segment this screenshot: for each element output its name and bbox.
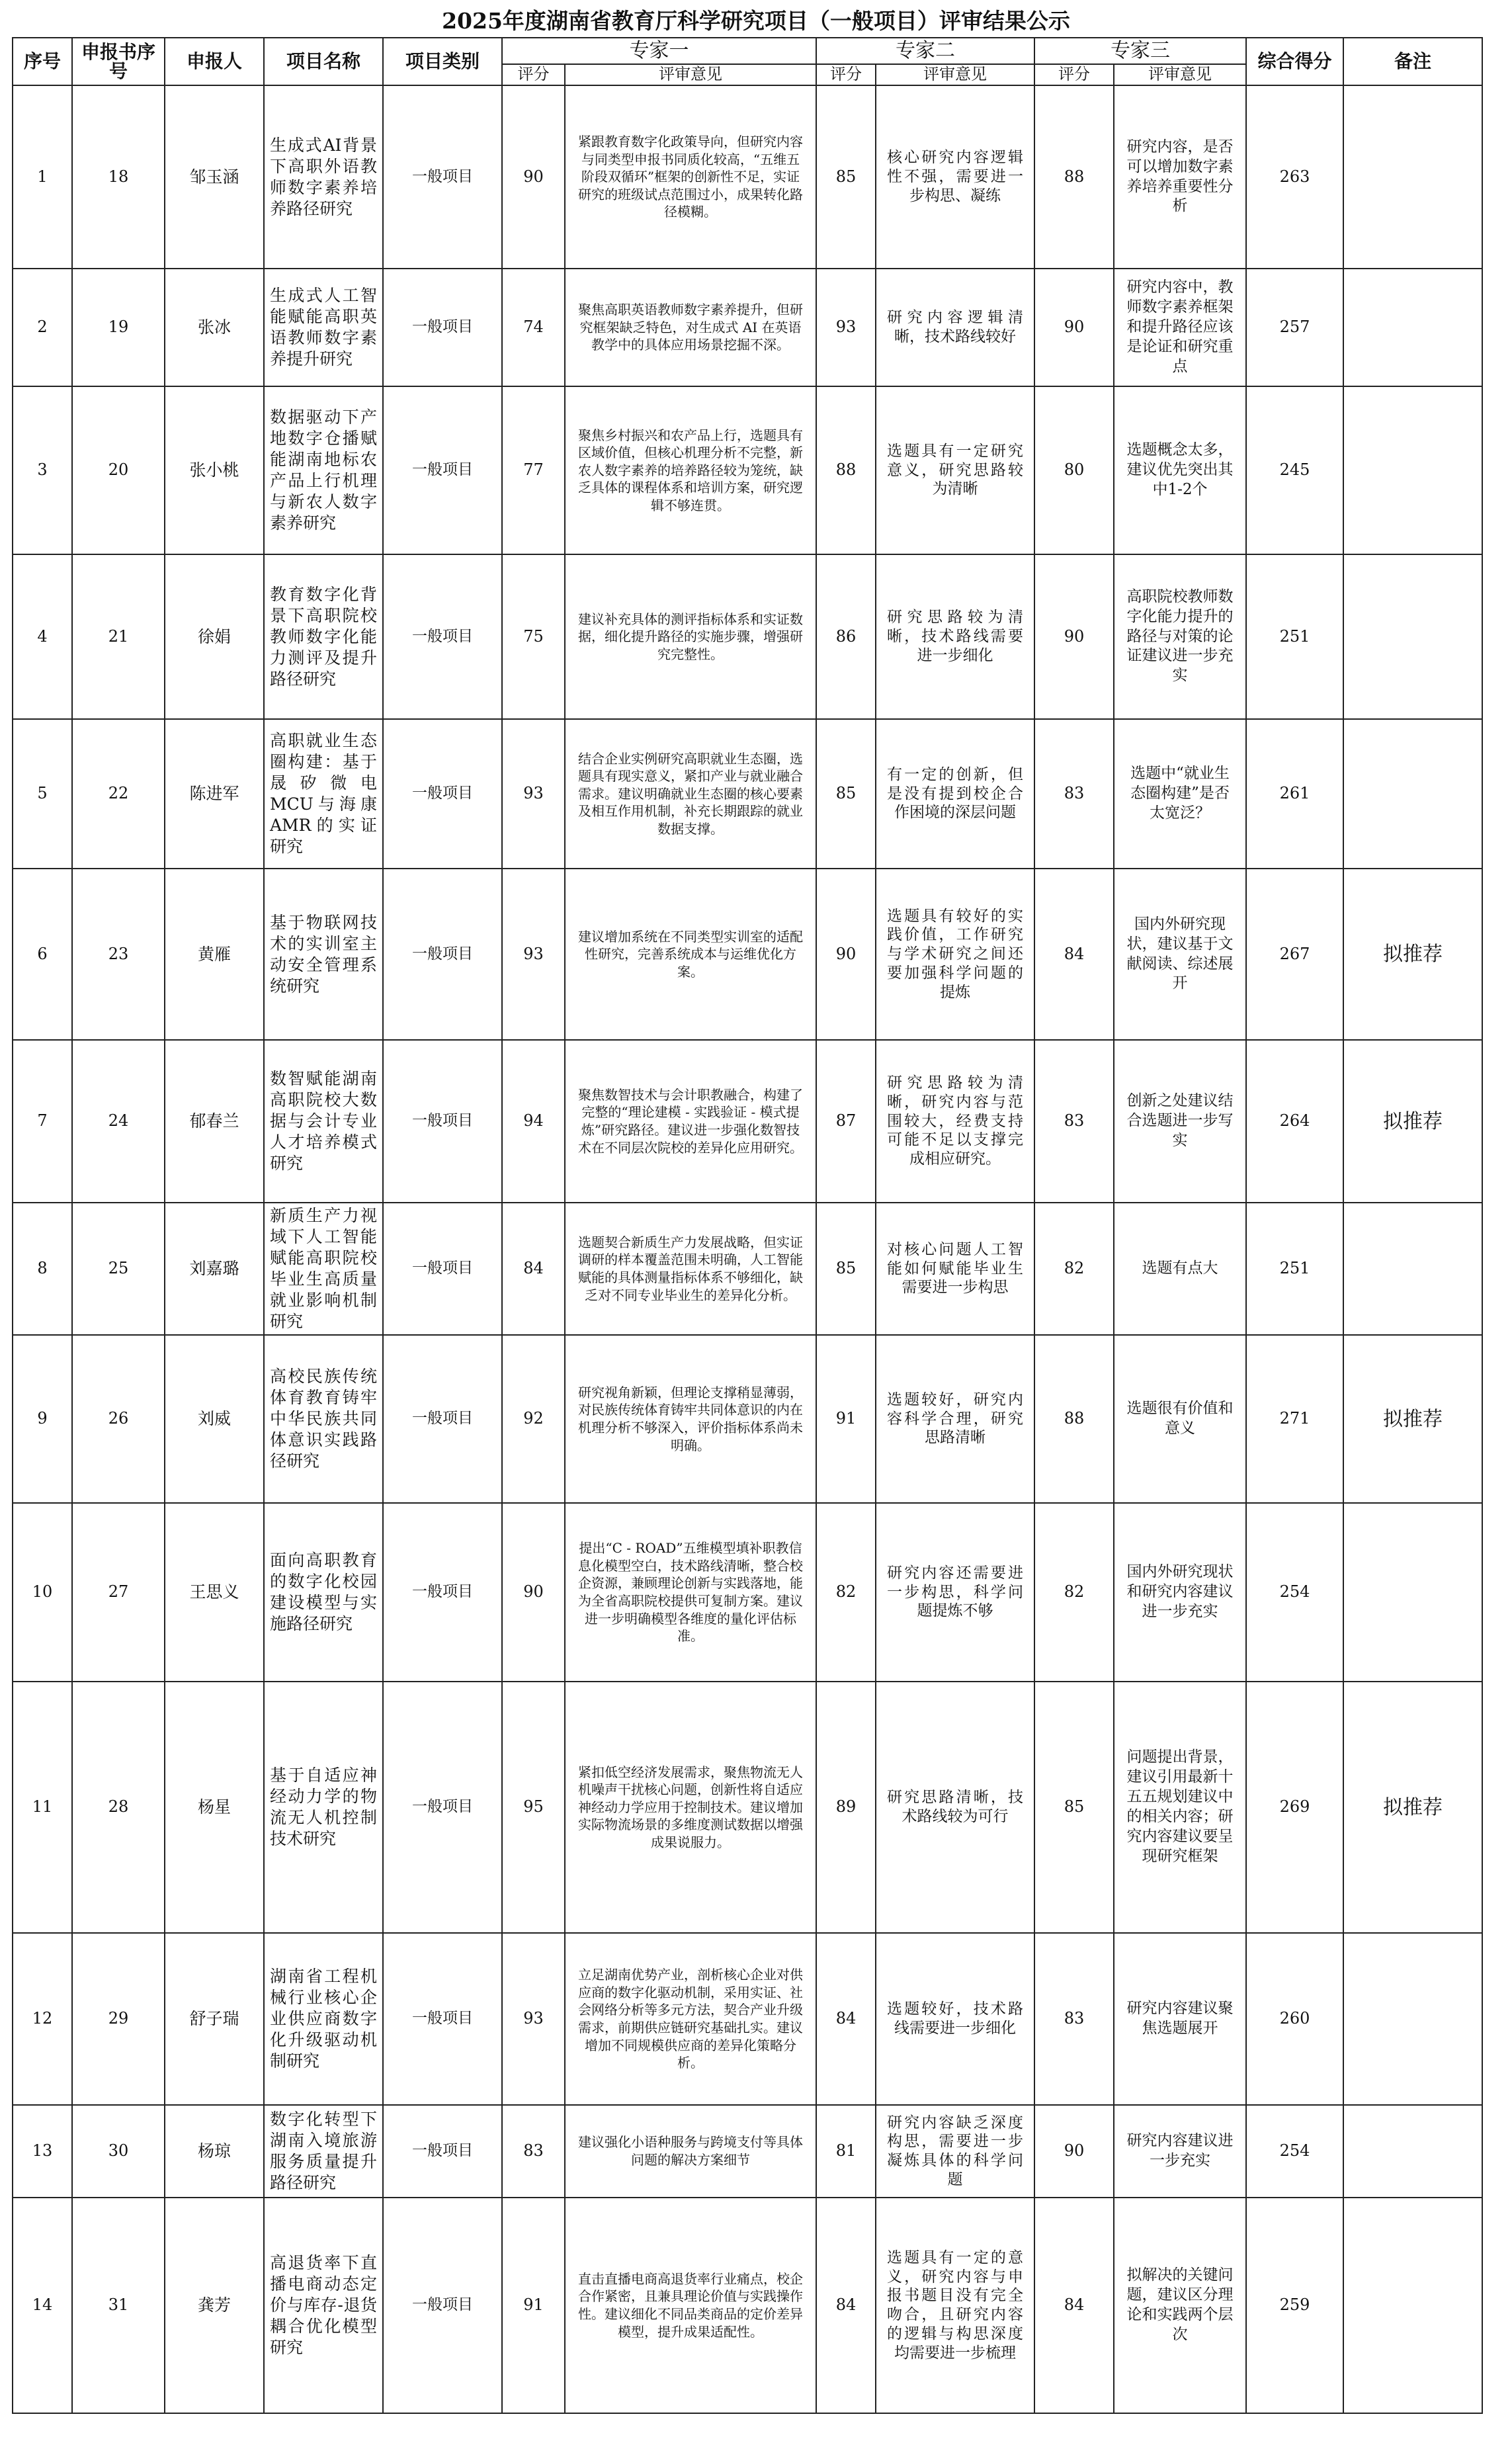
category-cell: 一般项目	[383, 1933, 502, 2105]
document-title: 2025年度湖南省教育厅科学研究项目（一般项目）评审结果公示	[442, 8, 1070, 34]
expert-2-opinion-cell: 研究思路较为清晰，技术路线需要进一步细化	[876, 554, 1034, 719]
expert-2-score-cell: 93	[816, 269, 876, 386]
expert-3-score-cell: 88	[1034, 1335, 1114, 1503]
expert-3-opinion-cell: 国内外研究现状和研究内容建议进一步充实	[1114, 1503, 1246, 1682]
note-cell	[1343, 85, 1482, 269]
header-expert-2: 专家二	[816, 38, 1034, 64]
seq-cell: 5	[13, 719, 72, 869]
note-cell	[1343, 2105, 1482, 2198]
category-cell: 一般项目	[383, 1682, 502, 1933]
header-project-name: 项目名称	[264, 38, 383, 85]
expert-2-score-cell: 84	[816, 2198, 876, 2413]
header-expert-1: 专家一	[502, 38, 816, 64]
applicant-cell: 陈进军	[165, 719, 264, 869]
seq-cell: 4	[13, 554, 72, 719]
expert-3-score-cell: 83	[1034, 719, 1114, 869]
expert-2-score-cell: 90	[816, 869, 876, 1040]
application-no-cell: 18	[72, 85, 165, 269]
total-score-cell: 251	[1246, 1203, 1343, 1335]
expert-2-opinion-cell: 核心研究内容逻辑性不强，需要进一步构思、凝练	[876, 85, 1034, 269]
table-row	[13, 85, 1482, 269]
expert-2-score-cell: 91	[816, 1335, 876, 1503]
total-score-cell: 267	[1246, 869, 1343, 1040]
table-row	[13, 1335, 1482, 1503]
seq-cell: 12	[13, 1933, 72, 2105]
project-name-cell: 湖南省工程机械行业核心企业供应商数字化升级驱动机制研究	[264, 1933, 383, 2105]
project-name-cell: 生成式AI背景下高职外语教师数字素养培养路径研究	[264, 85, 383, 269]
applicant-cell: 郁春兰	[165, 1040, 264, 1203]
expert-2-score-cell: 85	[816, 85, 876, 269]
total-score-cell: 254	[1246, 2105, 1343, 2198]
table-row	[13, 1933, 1482, 2105]
note-cell: 拟推荐	[1343, 1682, 1482, 1933]
category-cell: 一般项目	[383, 1503, 502, 1682]
expert-1-opinion-cell: 紧扣低空经济发展需求，聚焦物流无人机噪声干扰核心问题，创新性将自适应神经动力学应用于控制技术。建议增加实际物流场景的多维度测试数据以增强成果说服力。	[565, 1682, 816, 1933]
total-score-cell: 271	[1246, 1335, 1343, 1503]
note-cell: 拟推荐	[1343, 1335, 1482, 1503]
expert-1-score-cell: 74	[502, 269, 565, 386]
expert-2-opinion-cell: 研究思路清晰，技术路线较为可行	[876, 1682, 1034, 1933]
project-name-cell: 基于自适应神经动力学的物流无人机控制技术研究	[264, 1682, 383, 1933]
applicant-cell: 杨琼	[165, 2105, 264, 2198]
note-cell	[1343, 1503, 1482, 1682]
expert-3-score-cell: 83	[1034, 1040, 1114, 1203]
project-name-cell: 高校民族传统体育教育铸牢中华民族共同体意识实践路径研究	[264, 1335, 383, 1503]
expert-1-score-cell: 93	[502, 719, 565, 869]
project-name-cell: 基于物联网技术的实训室主动安全管理系统研究	[264, 869, 383, 1040]
expert-1-score-cell: 77	[502, 386, 565, 554]
applicant-cell: 黄雁	[165, 869, 264, 1040]
header-expert-3-opinion: 评审意见	[1114, 64, 1246, 85]
header-applicant: 申报人	[165, 38, 264, 85]
expert-1-opinion-cell: 建议强化小语种服务与跨境支付等具体问题的解决方案细节	[565, 2105, 816, 2198]
expert-3-opinion-cell: 问题提出背景，建议引用最新十五五规划建议中的相关内容；研究内容建议要呈现研究框架	[1114, 1682, 1246, 1933]
seq-cell: 2	[13, 269, 72, 386]
header-expert-3: 专家三	[1034, 38, 1246, 64]
project-name-cell: 数字化转型下湖南入境旅游服务质量提升路径研究	[264, 2105, 383, 2198]
expert-2-opinion-cell: 选题具有一定研究意义，研究思路较为清晰	[876, 386, 1034, 554]
table-row	[13, 554, 1482, 719]
note-cell	[1343, 1933, 1482, 2105]
expert-1-opinion-cell: 建议增加系统在不同类型实训室的适配性研究，完善系统成本与运维优化方案。	[565, 869, 816, 1040]
expert-3-opinion-cell: 选题很有价值和意义	[1114, 1335, 1246, 1503]
total-score-cell: 260	[1246, 1933, 1343, 2105]
seq-cell: 14	[13, 2198, 72, 2413]
applicant-cell: 刘嘉璐	[165, 1203, 264, 1335]
expert-3-score-cell: 83	[1034, 1933, 1114, 2105]
expert-2-opinion-cell: 选题较好，研究内容科学合理，研究思路清晰	[876, 1335, 1034, 1503]
expert-2-score-cell: 85	[816, 1203, 876, 1335]
application-no-cell: 20	[72, 386, 165, 554]
note-cell	[1343, 2198, 1482, 2413]
expert-1-opinion-cell: 研究视角新颖，但理论支撑稍显薄弱，对民族传统体育铸牢共同体意识的内在机理分析不够深入，评价指标体系尚未明确。	[565, 1335, 816, 1503]
expert-2-opinion-cell: 选题具有较好的实践价值，工作研究与学术研究之间还要加强科学问题的提炼	[876, 869, 1034, 1040]
category-cell: 一般项目	[383, 85, 502, 269]
seq-cell: 9	[13, 1335, 72, 1503]
project-name-cell: 教育数字化背景下高职院校教师数字化能力测评及提升路径研究	[264, 554, 383, 719]
expert-1-opinion-cell: 直击直播电商高退货率行业痛点，校企合作紧密，且兼具理论价值与实践操作性。建议细化不同品类商品的定价差异模型，提升成果适配性。	[565, 2198, 816, 2413]
applicant-cell: 刘威	[165, 1335, 264, 1503]
expert-2-opinion-cell: 对核心问题人工智能如何赋能毕业生需要进一步构思	[876, 1203, 1034, 1335]
expert-3-opinion-cell: 研究内容建议聚焦选题展开	[1114, 1933, 1246, 2105]
note-cell: 拟推荐	[1343, 869, 1482, 1040]
expert-3-score-cell: 82	[1034, 1503, 1114, 1682]
expert-3-score-cell: 80	[1034, 386, 1114, 554]
note-cell	[1343, 719, 1482, 869]
category-cell: 一般项目	[383, 1040, 502, 1203]
table-row	[13, 386, 1482, 554]
application-no-cell: 28	[72, 1682, 165, 1933]
note-cell	[1343, 269, 1482, 386]
category-cell: 一般项目	[383, 269, 502, 386]
expert-1-opinion-cell: 立足湖南优势产业，剖析核心企业对供应商的数字化驱动机制，采用实证、社会网络分析等多元方法，契合产业升级需求，前期供应链研究基础扎实。建议增加不同规模供应商的差异化策略分析。	[565, 1933, 816, 2105]
applicant-cell: 邹玉涵	[165, 85, 264, 269]
seq-cell: 6	[13, 869, 72, 1040]
table-row	[13, 269, 1482, 386]
expert-1-score-cell: 75	[502, 554, 565, 719]
header-expert-3-score: 评分	[1034, 64, 1114, 85]
project-name-cell: 生成式人工智能赋能高职英语教师数字素养提升研究	[264, 269, 383, 386]
applicant-cell: 张小桃	[165, 386, 264, 554]
expert-1-opinion-cell: 紧跟教育数字化政策导向，但研究内容与同类型申报书同质化较高，“五维五阶段双循环”框架的创新性不足，实证研究的班级试点范围过小，成果转化路径模糊。	[565, 85, 816, 269]
seq-cell: 7	[13, 1040, 72, 1203]
category-cell: 一般项目	[383, 2198, 502, 2413]
category-cell: 一般项目	[383, 1335, 502, 1503]
seq-cell: 11	[13, 1682, 72, 1933]
table-row	[13, 1203, 1482, 1335]
application-no-cell: 27	[72, 1503, 165, 1682]
application-no-cell: 23	[72, 869, 165, 1040]
total-score-cell: 269	[1246, 1682, 1343, 1933]
total-score-cell: 259	[1246, 2198, 1343, 2413]
expert-1-score-cell: 94	[502, 1040, 565, 1203]
expert-1-score-cell: 93	[502, 869, 565, 1040]
expert-2-opinion-cell: 研究内容还需要进一步构思，科学问题提炼不够	[876, 1503, 1034, 1682]
total-score-cell: 254	[1246, 1503, 1343, 1682]
expert-3-score-cell: 88	[1034, 85, 1114, 269]
total-score-cell: 245	[1246, 386, 1343, 554]
table-row	[13, 2198, 1482, 2413]
note-cell	[1343, 386, 1482, 554]
applicant-cell: 杨星	[165, 1682, 264, 1933]
applicant-cell: 徐娟	[165, 554, 264, 719]
application-no-cell: 22	[72, 719, 165, 869]
application-no-cell: 24	[72, 1040, 165, 1203]
category-cell: 一般项目	[383, 554, 502, 719]
category-cell: 一般项目	[383, 1203, 502, 1335]
review-results-table	[12, 37, 1483, 2414]
expert-2-score-cell: 86	[816, 554, 876, 719]
application-no-cell: 21	[72, 554, 165, 719]
header-seq: 序号	[13, 38, 72, 85]
expert-2-score-cell: 85	[816, 719, 876, 869]
application-no-cell: 25	[72, 1203, 165, 1335]
expert-2-opinion-cell: 研究思路较为清晰，研究内容与范围较大，经费支持可能不足以支撑完成相应研究。	[876, 1040, 1034, 1203]
total-score-cell: 263	[1246, 85, 1343, 269]
expert-2-opinion-cell: 选题具有一定的意义，研究内容与申报书题目没有完全吻合，且研究内容的逻辑与构思深度均需要进一步梳理	[876, 2198, 1034, 2413]
expert-1-opinion-cell: 选题契合新质生产力发展战略，但实证调研的样本覆盖范围未明确，人工智能赋能的具体测量指标体系不够细化，缺乏对不同专业毕业生的差异化分析。	[565, 1203, 816, 1335]
expert-1-opinion-cell: 提出“C - ROAD”五维模型填补职教信息化模型空白，技术路线清晰，整合校企资源，兼顾理论创新与实践落地，能为全省高职院校提供可复制方案。建议进一步明确模型各维度的量化评估标准。	[565, 1503, 816, 1682]
expert-3-score-cell: 85	[1034, 1682, 1114, 1933]
seq-cell: 8	[13, 1203, 72, 1335]
applicant-cell: 王思义	[165, 1503, 264, 1682]
applicant-cell: 张冰	[165, 269, 264, 386]
table-row	[13, 1040, 1482, 1203]
expert-3-opinion-cell: 高职院校教师数字化能力提升的路径与对策的论证建议进一步充实	[1114, 554, 1246, 719]
expert-3-opinion-cell: 拟解决的关键问题，建议区分理论和实践两个层次	[1114, 2198, 1246, 2413]
total-score-cell: 264	[1246, 1040, 1343, 1203]
header-expert-1-opinion: 评审意见	[565, 64, 816, 85]
header-expert-2-score: 评分	[816, 64, 876, 85]
expert-3-score-cell: 84	[1034, 869, 1114, 1040]
expert-1-score-cell: 83	[502, 2105, 565, 2198]
expert-2-score-cell: 89	[816, 1682, 876, 1933]
project-name-cell: 高退货率下直播电商动态定价与库存-退货耦合优化模型研究	[264, 2198, 383, 2413]
expert-2-score-cell: 82	[816, 1503, 876, 1682]
project-name-cell: 数智赋能湖南高职院校大数据与会计专业人才培养模式研究	[264, 1040, 383, 1203]
header-total-score: 综合得分	[1246, 38, 1343, 85]
expert-2-score-cell: 81	[816, 2105, 876, 2198]
expert-2-score-cell: 84	[816, 1933, 876, 2105]
note-cell	[1343, 554, 1482, 719]
expert-1-opinion-cell: 建议补充具体的测评指标体系和实证数据，细化提升路径的实施步骤，增强研究完整性。	[565, 554, 816, 719]
expert-1-score-cell: 90	[502, 85, 565, 269]
expert-3-score-cell: 90	[1034, 269, 1114, 386]
expert-1-score-cell: 84	[502, 1203, 565, 1335]
expert-1-score-cell: 93	[502, 1933, 565, 2105]
expert-1-score-cell: 92	[502, 1335, 565, 1503]
application-no-cell: 31	[72, 2198, 165, 2413]
table-row	[13, 869, 1482, 1040]
seq-cell: 10	[13, 1503, 72, 1682]
expert-3-score-cell: 82	[1034, 1203, 1114, 1335]
application-no-cell: 30	[72, 2105, 165, 2198]
header-note: 备注	[1343, 38, 1482, 85]
table-row	[13, 719, 1482, 869]
total-score-cell: 257	[1246, 269, 1343, 386]
header-application-no: 申报书序号	[72, 38, 165, 85]
expert-3-opinion-cell: 创新之处建议结合选题进一步写实	[1114, 1040, 1246, 1203]
seq-cell: 13	[13, 2105, 72, 2198]
table-row	[13, 1503, 1482, 1682]
application-no-cell: 29	[72, 1933, 165, 2105]
table-row	[13, 1682, 1482, 1933]
note-cell	[1343, 1203, 1482, 1335]
expert-3-opinion-cell: 选题有点大	[1114, 1203, 1246, 1335]
project-name-cell: 新质生产力视域下人工智能赋能高职院校毕业生高质量就业影响机制研究	[264, 1203, 383, 1335]
expert-1-score-cell: 95	[502, 1682, 565, 1933]
category-cell: 一般项目	[383, 2105, 502, 2198]
expert-1-opinion-cell: 聚焦高职英语教师数字素养提升，但研究框架缺乏特色，对生成式 AI 在英语教学中的具体应用场景挖掘不深。	[565, 269, 816, 386]
expert-3-opinion-cell: 研究内容建议进一步充实	[1114, 2105, 1246, 2198]
expert-1-score-cell: 90	[502, 1503, 565, 1682]
applicant-cell: 舒子瑞	[165, 1933, 264, 2105]
table-row	[13, 2105, 1482, 2198]
expert-3-opinion-cell: 研究内容，是否可以增加数字素养培养重要性分析	[1114, 85, 1246, 269]
expert-3-opinion-cell: 选题中“就业生态圈构建”是否太宽泛？	[1114, 719, 1246, 869]
expert-2-score-cell: 87	[816, 1040, 876, 1203]
header-expert-2-opinion: 评审意见	[876, 64, 1034, 85]
application-no-cell: 19	[72, 269, 165, 386]
expert-2-opinion-cell: 有一定的创新，但是没有提到校企合作困境的深层问题	[876, 719, 1034, 869]
expert-1-opinion-cell: 聚焦乡村振兴和农产品上行，选题具有区域价值，但核心机理分析不完整，新农人数字素养的培养路径较为笼统，缺乏具体的课程体系和培训方案，研究逻辑不够连贯。	[565, 386, 816, 554]
category-cell: 一般项目	[383, 386, 502, 554]
expert-1-opinion-cell: 结合企业实例研究高职就业生态圈，选题具有现实意义，紧扣产业与就业融合需求。建议明确就业生态圈的核心要素及相互作用机制，补充长期跟踪的就业数据支撑。	[565, 719, 816, 869]
expert-1-score-cell: 91	[502, 2198, 565, 2413]
expert-3-opinion-cell: 国内外研究现状，建议基于文献阅读、综述展开	[1114, 869, 1246, 1040]
total-score-cell: 251	[1246, 554, 1343, 719]
expert-3-score-cell: 90	[1034, 2105, 1114, 2198]
expert-3-opinion-cell: 选题概念太多，建议优先突出其中1-2个	[1114, 386, 1246, 554]
expert-2-score-cell: 88	[816, 386, 876, 554]
project-name-cell: 数据驱动下产地数字仓播赋能湖南地标农产品上行机理与新农人数字素养研究	[264, 386, 383, 554]
seq-cell: 3	[13, 386, 72, 554]
project-name-cell: 高职就业生态圈构建：基于晟矽微电MCU与海康AMR的实证研究	[264, 719, 383, 869]
expert-2-opinion-cell: 研究内容缺乏深度构思，需要进一步凝炼具体的科学问题	[876, 2105, 1034, 2198]
note-cell: 拟推荐	[1343, 1040, 1482, 1203]
expert-3-score-cell: 84	[1034, 2198, 1114, 2413]
expert-2-opinion-cell: 选题较好，技术路线需要进一步细化	[876, 1933, 1034, 2105]
total-score-cell: 261	[1246, 719, 1343, 869]
applicant-cell: 龚芳	[165, 2198, 264, 2413]
expert-2-opinion-cell: 研究内容逻辑清晰，技术路线较好	[876, 269, 1034, 386]
category-cell: 一般项目	[383, 719, 502, 869]
category-cell: 一般项目	[383, 869, 502, 1040]
table-body	[13, 85, 1482, 2413]
application-no-cell: 26	[72, 1335, 165, 1503]
expert-3-opinion-cell: 研究内容中，教师数字素养框架和提升路径应该是论证和研究重点	[1114, 269, 1246, 386]
header-category: 项目类别	[383, 38, 502, 85]
expert-1-opinion-cell: 聚焦数智技术与会计职教融合，构建了完整的“理论建模 - 实践验证 - 模式提炼”研究路径。建议进一步强化数智技术在不同层次院校的差异化应用研究。	[565, 1040, 816, 1203]
header-row	[13, 38, 1482, 64]
header-expert-1-score: 评分	[502, 64, 565, 85]
seq-cell: 1	[13, 85, 72, 269]
project-name-cell: 面向高职教育的数字化校园建设模型与实施路径研究	[264, 1503, 383, 1682]
expert-3-score-cell: 90	[1034, 554, 1114, 719]
